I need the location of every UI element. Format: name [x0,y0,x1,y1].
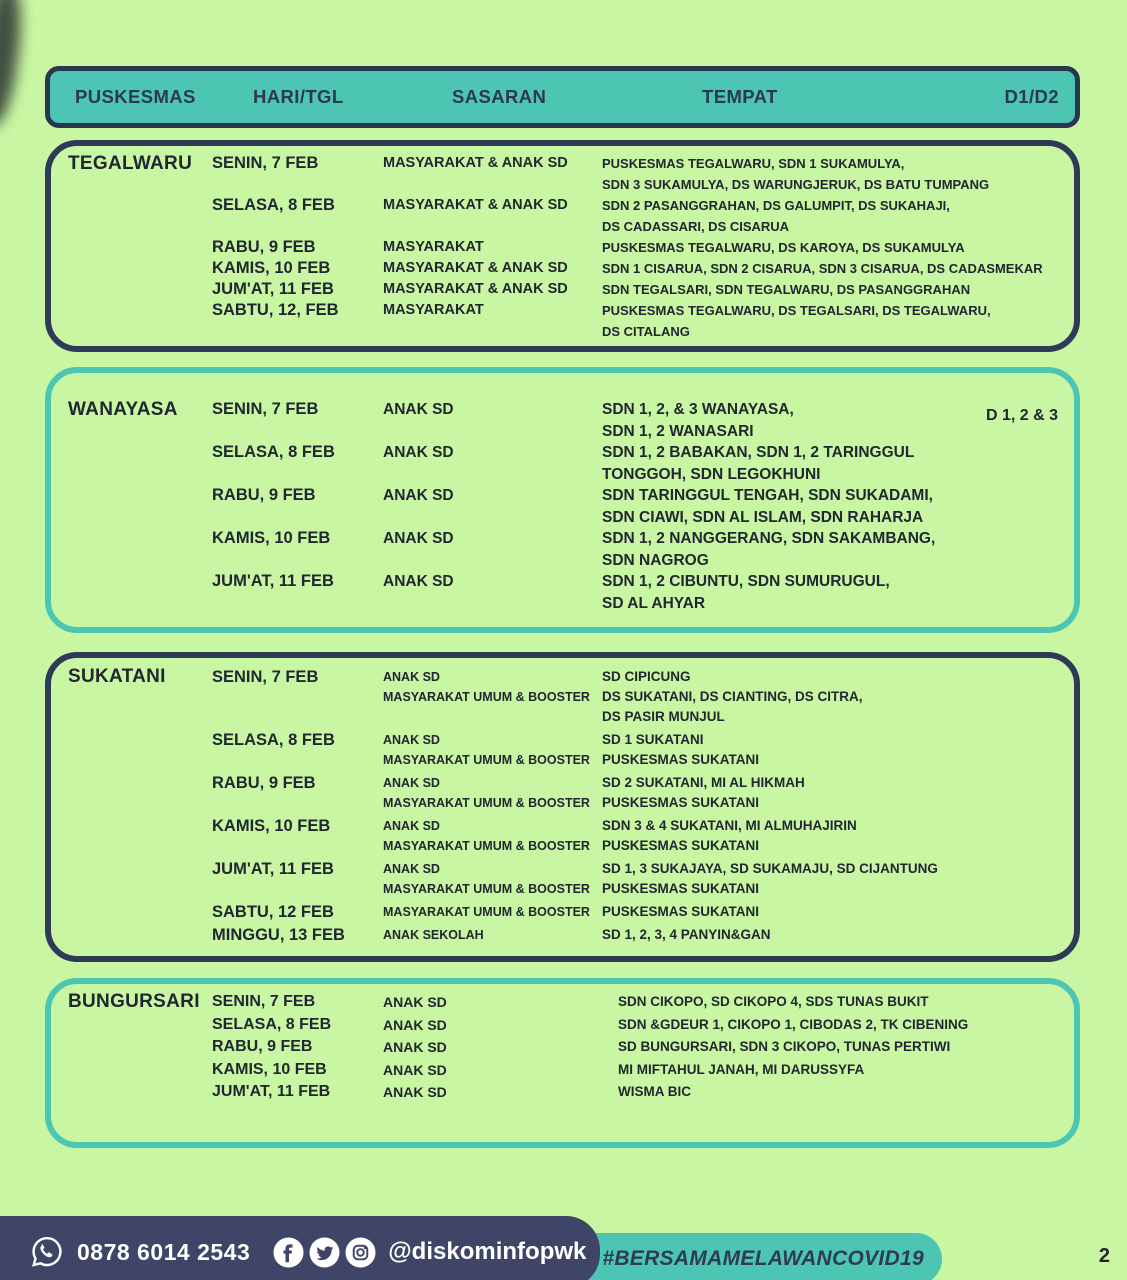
schedule-row [68,1081,1066,1104]
schedule-row [68,1059,1066,1082]
day-date: SENIN, 7 FEB [212,400,319,418]
target-group: ANAK SD MASYARAKAT UMUM & BOOSTER [383,670,590,704]
day-date: RABU, 9 FEB [212,238,316,256]
locations: PUSKESMAS TEGALWARU, SDN 1 SUKAMULYA, SDN 3 SUKAMULYA, DS WARUNGJERUK, DS BATU TUMPANG [602,156,990,192]
schedule-row [68,195,1066,237]
schedule-row [68,279,1066,300]
target-group: ANAK SD MASYARAKAT UMUM & BOOSTER [383,862,590,896]
day-date: SELASA, 8 FEB [212,1015,332,1033]
target-group: ANAK SD MASYARAKAT UMUM & BOOSTER [383,819,590,853]
twitter-icon [309,1237,340,1268]
schedule-row [68,1036,1066,1059]
locations: WISMA BIC [618,1084,691,1099]
schedule-row [68,991,1066,1014]
hashtag-text: #BERSAMAMELAWANCOVID19 [602,1247,924,1270]
day-date: SENIN, 7 FEB [212,668,319,686]
day-date: SELASA, 8 FEB [212,443,335,461]
page-number: 2 [1098,1245,1110,1267]
locations: PUSKESMAS TEGALWARU, DS KAROYA, DS SUKAMULYA [602,240,965,255]
day-date: SABTU, 12, FEB [212,301,339,319]
schedule-row [68,153,1066,195]
locations: SDN 2 PASANGGRAHAN, DS GALUMPIT, DS SUKAHAJI, DS CADASSARI, DS CISARUA [602,198,950,234]
whatsapp-icon [30,1235,64,1269]
locations: SDN 1, 2 NANGGERANG, SDN SAKAMBANG, SDN NAGROG [602,530,936,569]
target-group: MASYARAKAT [383,239,484,255]
contact-bar [0,1216,600,1280]
locations: SD 1, 3 SUKAJAYA, SD SUKAMAJU, SD CIJANTUNG PUSKESMAS SUKATANI [602,861,938,896]
target-group: ANAK SD [383,401,454,418]
day-date: RABU, 9 FEB [212,486,316,504]
target-group: MASYARAKAT & ANAK SD [383,155,568,171]
locations: PUSKESMAS SUKATANI [602,904,760,919]
locations: SD 2 SUKATANI, MI AL HIKMAH PUSKESMAS SUKATANI [602,775,805,810]
header-col-puskesmas: PUSKESMAS [75,86,196,107]
section-name: SUKATANI [68,666,166,687]
day-date: JUM'AT, 11 FEB [212,860,334,878]
schedule-row [68,399,1066,442]
schedule-row [68,237,1066,258]
day-date: SELASA, 8 FEB [212,731,335,749]
locations: SDN TEGALSARI, SDN TEGALWARU, DS PASANGGRAHAN [602,282,971,297]
day-date: MINGGU, 13 FEB [212,926,345,944]
day-date: RABU, 9 FEB [212,774,316,792]
target-group: MASYARAKAT & ANAK SD [383,281,568,297]
day-date: KAMIS, 10 FEB [212,817,331,835]
locations: SD 1, 2, 3, 4 PANYIN&GAN [602,927,771,942]
schedule-row [68,730,1066,770]
schedule-row [68,902,1066,922]
day-date: RABU, 9 FEB [212,1038,313,1055]
schedule-row [68,859,1066,899]
target-group: ANAK SD [383,994,447,1010]
target-group: ANAK SD [383,1061,447,1078]
header-col-sasaran: SASARAN [452,86,547,107]
schedule-row [68,571,1066,614]
target-group: ANAK SD MASYARAKAT UMUM & BOOSTER [383,733,590,767]
target-group: ANAK SD [383,1084,447,1100]
target-group: MASYARAKAT & ANAK SD [383,197,568,213]
section-name: WANAYASA [68,399,178,420]
locations: SDN &GDEUR 1, CIKOPO 1, CIBODAS 2, TK CIBENING [618,1016,969,1032]
day-date: JUM'AT, 11 FEB [212,280,334,298]
schedule-row [68,925,1066,945]
section-tegalwaru [45,140,1080,352]
locations: SDN 1 CISARUA, SDN 2 CISARUA, SDN 3 CISARUA, DS CADASMEKAR [602,261,1043,276]
target-group: ANAK SD [383,1039,447,1055]
facebook-icon [273,1237,304,1268]
schedule-row [68,528,1066,571]
schedule-row [68,300,1066,342]
locations: SDN 1, 2 CIBUNTU, SDN SUMURUGUL, SD AL AHYAR [602,573,890,612]
locations: SD 1 SUKATANI PUSKESMAS SUKATANI [602,732,760,767]
target-group: ANAK SD [383,487,454,504]
locations: SDN 1, 2, & 3 WANAYASA, SDN 1, 2 WANASARI [602,401,794,440]
schedule-row [68,773,1066,813]
social-icons [273,1237,376,1268]
day-date: SENIN, 7 FEB [212,154,319,172]
locations: SDN 1, 2 BABAKAN, SDN 1, 2 TARINGGUL TONGGOH, SDN LEGOKHUNI [602,444,915,483]
locations: MI MIFTAHUL JANAH, MI DARUSSYFA [618,1061,865,1077]
target-group: ANAK SD MASYARAKAT UMUM & BOOSTER [383,776,590,810]
hashtag-ribbon [570,1233,942,1280]
social-handle: @diskominfopwk [388,1238,587,1265]
target-group: MASYARAKAT [383,302,484,318]
target-group: ANAK SD [383,1016,447,1033]
target-group: ANAK SEKOLAH [383,928,484,942]
schedule-row [68,485,1066,528]
locations: SDN TARINGGUL TENGAH, SDN SUKADAMI, SDN CIAWI, SDN AL ISLAM, SDN RAHARJA [602,487,933,526]
day-date: SELASA, 8 FEB [212,196,335,214]
schedule-row [68,667,1066,727]
phone-number: 0878 6014 2543 [77,1238,251,1265]
locations: SDN CIKOPO, SD CIKOPO 4, SDS TUNAS BUKIT [618,994,929,1009]
schedule-row [68,1014,1066,1037]
section-wanayasa [45,367,1080,633]
target-group: ANAK SD [383,530,454,547]
target-group: ANAK SD [383,573,454,590]
day-date: KAMIS, 10 FEB [212,1060,327,1078]
target-group: MASYARAKAT UMUM & BOOSTER [383,905,590,919]
header-col-d1-d2: D1/D2 [1004,86,1059,107]
table-header-bar [45,66,1080,128]
locations: SDN 3 & 4 SUKATANI, MI ALMUHAJIRIN PUSKESMAS SUKATANI [602,818,857,853]
section-sukatani [45,652,1080,962]
schedule-row [68,442,1066,485]
target-group: MASYARAKAT & ANAK SD [383,260,568,276]
day-date: JUM'AT, 11 FEB [212,1083,331,1100]
day-date: KAMIS, 10 FEB [212,529,331,547]
day-date: KAMIS, 10 FEB [212,259,331,277]
locations: SD BUNGURSARI, SDN 3 CIKOPO, TUNAS PERTIWI [618,1039,951,1054]
locations: SD CIPICUNG DS SUKATANI, DS CIANTING, DS CITRA, DS PASIR MUNJUL [602,669,863,724]
locations: PUSKESMAS TEGALWARU, DS TEGALSARI, DS TEGALWARU, DS CITALANG [602,303,991,339]
header-col-tempat: TEMPAT [702,86,778,107]
schedule-row [68,258,1066,279]
corner-shadow-decoration [0,0,27,128]
section-name: BUNGURSARI [68,991,200,1012]
instagram-icon [345,1237,376,1268]
day-date: SENIN, 7 FEB [212,993,316,1010]
dose-info: D 1, 2 & 3 [985,407,1058,424]
header-col-hari-tgl: HARI/TGL [253,86,344,107]
day-date: SABTU, 12 FEB [212,903,334,921]
section-name: TEGALWARU [68,153,193,174]
schedule-row [68,816,1066,856]
day-date: JUM'AT, 11 FEB [212,572,334,590]
target-group: ANAK SD [383,444,454,461]
section-bungursari [45,978,1080,1148]
